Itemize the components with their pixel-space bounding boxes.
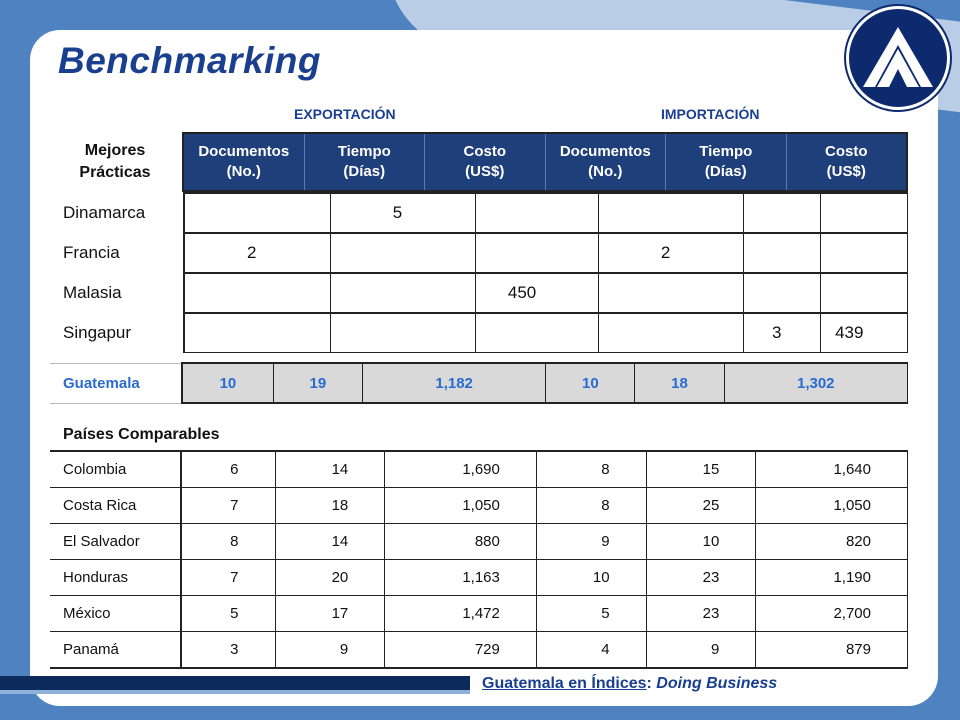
value-cell: 10 <box>182 363 273 403</box>
country-cell: Colombia <box>50 451 181 488</box>
country-cell: Malasia <box>50 273 184 313</box>
table-row <box>50 596 908 632</box>
value-cell <box>475 193 598 233</box>
value-cell <box>821 273 908 313</box>
value-cell <box>598 193 743 233</box>
value-cell: 1,050 <box>756 488 908 524</box>
header-cell: Costo (US$) <box>424 134 545 190</box>
value-cell: 8 <box>536 451 646 488</box>
logo <box>846 6 950 110</box>
value-cell <box>184 193 330 233</box>
value-cell: 15 <box>646 451 756 488</box>
country-cell: Panamá <box>50 632 181 669</box>
value-cell <box>330 273 475 313</box>
value-cell: 1,640 <box>756 451 908 488</box>
value-cell: 14 <box>275 524 385 560</box>
value-cell: 879 <box>756 632 908 669</box>
country-cell: El Salvador <box>50 524 181 560</box>
value-cell: 1,182 <box>362 363 545 403</box>
value-cell: 3 <box>181 632 275 669</box>
footer-caption <box>482 675 777 693</box>
table-row <box>50 560 908 596</box>
value-cell <box>184 273 330 313</box>
value-cell <box>821 193 908 233</box>
value-cell: 729 <box>385 632 537 669</box>
footer-bar-accent <box>0 690 470 694</box>
value-cell: 1,190 <box>756 560 908 596</box>
country-cell: Guatemala <box>50 363 182 403</box>
value-cell: 1,472 <box>385 596 537 632</box>
value-cell: 7 <box>181 560 275 596</box>
value-cell: 1,050 <box>385 488 537 524</box>
table-row <box>50 193 908 233</box>
value-cell: 880 <box>385 524 537 560</box>
table-header <box>182 132 908 192</box>
value-cell: 19 <box>273 363 362 403</box>
header-cell: Tiempo (Días) <box>304 134 425 190</box>
value-cell <box>598 273 743 313</box>
value-cell: 23 <box>646 560 756 596</box>
value-cell: 10 <box>546 363 635 403</box>
value-cell: 14 <box>275 451 385 488</box>
value-cell: 4 <box>536 632 646 669</box>
value-cell: 439 <box>821 313 908 353</box>
value-cell: 10 <box>646 524 756 560</box>
value-cell: 7 <box>181 488 275 524</box>
section-import: IMPORTACIÓN <box>661 106 760 122</box>
value-cell: 8 <box>536 488 646 524</box>
value-cell: 9 <box>646 632 756 669</box>
value-cell: 450 <box>475 273 598 313</box>
header-cell: Documentos (No.) <box>198 143 290 180</box>
value-cell: 10 <box>536 560 646 596</box>
footer-link[interactable]: Guatemala en Índices <box>482 675 647 692</box>
value-cell <box>475 313 598 353</box>
comparables-table <box>50 450 908 669</box>
footer-separator: : <box>646 675 657 692</box>
guatemala-table <box>50 362 908 404</box>
header-cell: Costo (US$) <box>786 134 907 190</box>
header-cell: Documentos (No.) <box>545 134 666 190</box>
value-cell <box>184 313 330 353</box>
footer-subtitle: Doing Business <box>656 675 778 692</box>
best-practices-label: Mejores Prácticas <box>79 142 151 181</box>
value-cell: 5 <box>330 193 475 233</box>
country-cell: Singapur <box>50 313 184 353</box>
value-cell <box>330 313 475 353</box>
country-cell: Dinamarca <box>50 193 184 233</box>
value-cell: 5 <box>181 596 275 632</box>
value-cell: 1,302 <box>724 363 907 403</box>
value-cell: 23 <box>646 596 756 632</box>
value-cell: 18 <box>635 363 724 403</box>
value-cell: 17 <box>275 596 385 632</box>
value-cell: 6 <box>181 451 275 488</box>
value-cell <box>821 233 908 273</box>
value-cell <box>744 233 821 273</box>
value-cell: 2 <box>598 233 743 273</box>
value-cell <box>330 233 475 273</box>
value-cell <box>475 233 598 273</box>
country-cell: Francia <box>50 233 184 273</box>
value-cell: 9 <box>536 524 646 560</box>
value-cell: 1,690 <box>385 451 537 488</box>
table-row <box>50 313 908 353</box>
value-cell: 9 <box>275 632 385 669</box>
table-row <box>50 363 908 403</box>
value-cell: 2,700 <box>756 596 908 632</box>
value-cell: 3 <box>744 313 821 353</box>
value-cell: 18 <box>275 488 385 524</box>
value-cell: 8 <box>181 524 275 560</box>
section-export: EXPORTACIÓN <box>294 106 396 122</box>
table-row <box>50 488 908 524</box>
best-practices-table <box>50 192 908 353</box>
value-cell <box>744 273 821 313</box>
value-cell: 5 <box>536 596 646 632</box>
value-cell: 20 <box>275 560 385 596</box>
comparables-label: Países Comparables <box>63 426 220 443</box>
table-row <box>50 524 908 560</box>
slide-title: Benchmarking <box>58 40 322 81</box>
table-row <box>50 273 908 313</box>
header-cell: Tiempo (Días) <box>665 134 786 190</box>
value-cell: 820 <box>756 524 908 560</box>
logo-icon <box>849 9 947 107</box>
country-cell: México <box>50 596 181 632</box>
table-row <box>50 451 908 488</box>
table-row <box>50 632 908 669</box>
value-cell <box>744 193 821 233</box>
value-cell <box>598 313 743 353</box>
value-cell: 2 <box>184 233 330 273</box>
value-cell: 1,163 <box>385 560 537 596</box>
table-row <box>50 233 908 273</box>
footer-bar <box>0 676 470 690</box>
value-cell: 25 <box>646 488 756 524</box>
country-cell: Costa Rica <box>50 488 181 524</box>
country-cell: Honduras <box>50 560 181 596</box>
